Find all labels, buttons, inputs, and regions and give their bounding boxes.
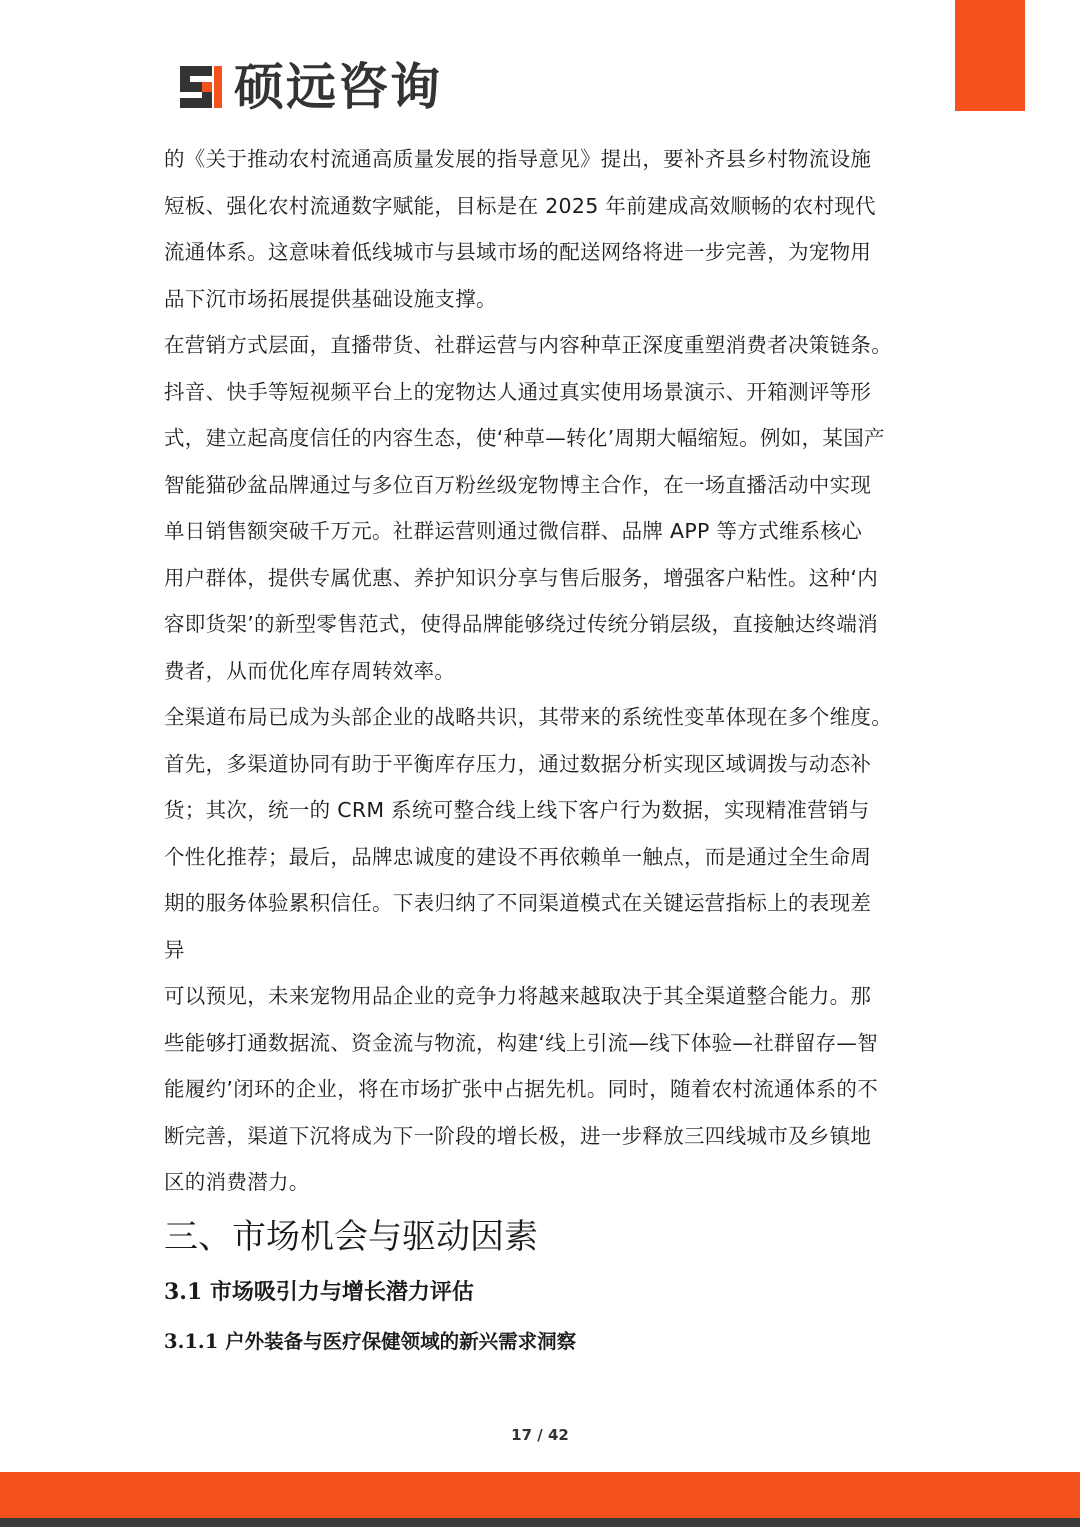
- brand-logo: [176, 58, 442, 116]
- paragraph-outlook: [164, 973, 924, 1206]
- paragraph-omnichannel: [164, 694, 924, 973]
- text-line: 首先，多渠道协同有助于平衡库存压力，通过数据分析实现区域调拨与动态补: [164, 751, 872, 776]
- text-line: 个性化推荐；最后，品牌忠诚度的建设不再依赖单一触点，而是通过全生命周: [164, 844, 872, 869]
- text-line: 在营销方式层面，直播带货、社群运营与内容种草正深度重塑消费者决策链条。: [164, 333, 892, 357]
- text-line: 的《关于推动农村流通高质量发展的指导意见》提出，要补齐县乡村物流设施: [164, 147, 872, 171]
- document-body: [164, 136, 924, 1362]
- text-line: 品下沉市场拓展提供基础设施支撑。: [164, 286, 497, 311]
- text-line: 全渠道布局已成为头部企业的战略共识，其带来的系统性变革体现在多个维度。: [164, 705, 892, 729]
- text-line: 单日销售额突破千万元。社群运营则通过微信群、品牌 APP 等方式维系核心: [164, 519, 863, 543]
- paragraph-marketing: [164, 322, 924, 694]
- footer-accent-bar: [0, 1472, 1080, 1518]
- text-line: 些能够打通数据流、资金流与物流，构建‘线上引流—线下体验—社群留存—智: [164, 1030, 879, 1055]
- text-line: 用户群体，提供专属优惠、养护知识分享与售后服务，增强客户粘性。这种‘内: [164, 565, 879, 590]
- text-line: 货；其次，统一的 CRM 系统可整合线上线下客户行为数据，实现精准营销与: [164, 798, 870, 822]
- text-line: 能履约’闭环的企业，将在市场扩张中占据先机。同时，随着农村流通体系的不: [164, 1077, 879, 1101]
- text-line: 费者，从而优化库存周转效率。: [164, 658, 456, 683]
- subsection-heading: 3.1 市场吸引力与增长潜力评估: [164, 1278, 474, 1305]
- page-number: 17 / 42: [511, 1426, 569, 1444]
- paragraph-logistics: [164, 136, 924, 322]
- footer-dark-line: [0, 1518, 1080, 1527]
- text-line: 期的服务体验累积信任。下表归纳了不同渠道模式在关键运营指标上的表现差: [164, 891, 872, 915]
- corner-accent-block: [955, 0, 1025, 111]
- text-line: 流通体系。这意味着低线城市与县域市场的配送网络将进一步完善，为宠物用: [164, 240, 872, 264]
- text-line: 抖音、快手等短视频平台上的宠物达人通过真实使用场景演示、开箱测评等形: [164, 379, 872, 404]
- subsubsection-heading: 3.1.1 户外装备与医疗保健领域的新兴需求洞察: [164, 1329, 577, 1353]
- text-line: 区的消费潜力。: [164, 1170, 310, 1194]
- text-line: 容即货架’的新型零售范式，使得品牌能够绕过传统分销层级，直接触达终端消: [164, 612, 879, 636]
- text-line: 短板、强化农村流通数字赋能，目标是在 2025 年前建成高效顺畅的农村现代: [164, 193, 876, 218]
- brand-name: 硕远咨询: [234, 58, 442, 116]
- text-line: 式，建立起高度信任的内容生态，使‘种草—转化’周期大幅缩短。例如，某国产: [164, 426, 885, 450]
- text-line: 异: [164, 937, 185, 962]
- text-line: 可以预见，未来宠物用品企业的竞争力将越来越取决于其全渠道整合能力。那: [164, 984, 872, 1008]
- section-heading: 三、市场机会与驱动因素: [164, 1216, 538, 1257]
- text-line: 智能猫砂盆品牌通过与多位百万粉丝级宠物博主合作，在一场直播活动中实现: [164, 472, 872, 497]
- brand-mark-icon: [176, 62, 226, 112]
- text-line: 断完善，渠道下沉将成为下一阶段的增长极，进一步释放三四线城市及乡镇地: [164, 1123, 872, 1148]
